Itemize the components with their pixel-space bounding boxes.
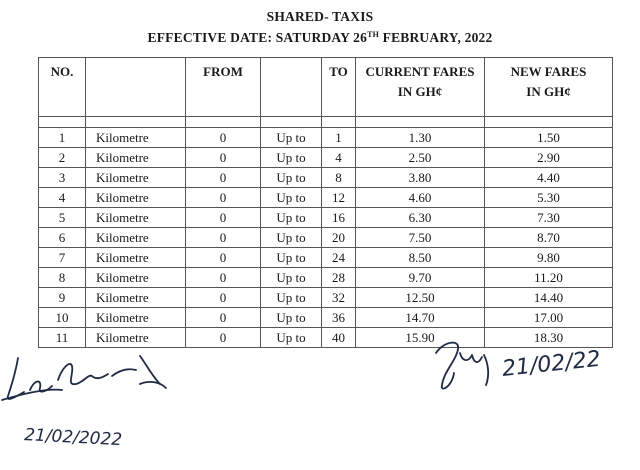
cell-to: 4 bbox=[322, 148, 356, 168]
cell-new: 11.20 bbox=[485, 268, 613, 288]
right-signature-date: 21/02/22 bbox=[500, 346, 602, 382]
fares-table bbox=[38, 57, 613, 348]
cell-to: 20 bbox=[322, 228, 356, 248]
spacer-cell bbox=[356, 117, 485, 128]
table-row bbox=[39, 188, 613, 208]
cell-current: 2.50 bbox=[356, 148, 485, 168]
cell-no: 1 bbox=[39, 128, 86, 148]
cell-to: 24 bbox=[322, 248, 356, 268]
spacer-cell bbox=[485, 117, 613, 128]
cell-unit: Kilometre bbox=[86, 188, 186, 208]
cell-new: 17.00 bbox=[485, 308, 613, 328]
cell-upto: Up to bbox=[261, 228, 322, 248]
cell-upto: Up to bbox=[261, 328, 322, 348]
cell-from: 0 bbox=[186, 148, 261, 168]
cell-upto: Up to bbox=[261, 208, 322, 228]
cell-from: 0 bbox=[186, 248, 261, 268]
header-new-line2: IN GH¢ bbox=[526, 84, 571, 99]
cell-to: 32 bbox=[322, 288, 356, 308]
header-no: NO. bbox=[39, 58, 86, 117]
cell-current: 8.50 bbox=[356, 248, 485, 268]
effective-date-prefix: EFFECTIVE DATE: SATURDAY 26 bbox=[147, 30, 368, 45]
cell-unit: Kilometre bbox=[86, 268, 186, 288]
table-row bbox=[39, 308, 613, 328]
cell-current: 9.70 bbox=[356, 268, 485, 288]
spacer-cell bbox=[186, 117, 261, 128]
cell-unit: Kilometre bbox=[86, 148, 186, 168]
table-row bbox=[39, 168, 613, 188]
cell-upto: Up to bbox=[261, 148, 322, 168]
cell-to: 16 bbox=[322, 208, 356, 228]
document-title: SHARED- TAXIS bbox=[266, 9, 374, 24]
cell-current: 15.90 bbox=[356, 328, 485, 348]
cell-new: 14.40 bbox=[485, 288, 613, 308]
cell-from: 0 bbox=[186, 168, 261, 188]
header-upto bbox=[261, 58, 322, 117]
cell-new: 2.90 bbox=[485, 148, 613, 168]
left-signature bbox=[0, 350, 190, 450]
cell-upto: Up to bbox=[261, 248, 322, 268]
cell-to: 12 bbox=[322, 188, 356, 208]
cell-from: 0 bbox=[186, 188, 261, 208]
header-to: TO bbox=[322, 58, 356, 117]
signature-stroke bbox=[436, 343, 458, 389]
cell-new: 9.80 bbox=[485, 248, 613, 268]
cell-from: 0 bbox=[186, 228, 261, 248]
spacer-cell bbox=[86, 117, 186, 128]
cell-no: 10 bbox=[39, 308, 86, 328]
cell-from: 0 bbox=[186, 288, 261, 308]
cell-new: 7.30 bbox=[485, 208, 613, 228]
effective-date-ordinal: TH bbox=[367, 30, 380, 39]
header-from: FROM bbox=[186, 58, 261, 117]
cell-unit: Kilometre bbox=[86, 208, 186, 228]
cell-from: 0 bbox=[186, 208, 261, 228]
signature-stroke bbox=[112, 369, 136, 376]
cell-current: 3.80 bbox=[356, 168, 485, 188]
signature-stroke bbox=[484, 355, 488, 385]
signature-stroke bbox=[460, 353, 482, 362]
cell-no: 4 bbox=[39, 188, 86, 208]
fare-rows bbox=[39, 128, 613, 348]
header-new-fares bbox=[485, 58, 613, 117]
header-current-line2: IN GH¢ bbox=[397, 84, 443, 99]
cell-upto: Up to bbox=[261, 188, 322, 208]
table-row bbox=[39, 248, 613, 268]
cell-to: 40 bbox=[322, 328, 356, 348]
header-row bbox=[39, 58, 613, 117]
effective-date bbox=[0, 30, 640, 46]
cell-no: 3 bbox=[39, 168, 86, 188]
cell-no: 9 bbox=[39, 288, 86, 308]
cell-upto: Up to bbox=[261, 168, 322, 188]
left-signature-date: 21/02/2022 bbox=[23, 425, 123, 450]
header-new-line1: NEW FARES bbox=[510, 64, 587, 79]
cell-new: 1.50 bbox=[485, 128, 613, 148]
spacer-cell bbox=[39, 117, 86, 128]
signature-stroke bbox=[58, 364, 108, 384]
cell-to: 8 bbox=[322, 168, 356, 188]
spacer-row bbox=[39, 117, 613, 128]
cell-current: 7.50 bbox=[356, 228, 485, 248]
signature-stroke bbox=[140, 356, 160, 384]
cell-current: 4.60 bbox=[356, 188, 485, 208]
cell-no: 11 bbox=[39, 328, 86, 348]
cell-new: 4.40 bbox=[485, 168, 613, 188]
cell-to: 36 bbox=[322, 308, 356, 328]
table-row bbox=[39, 148, 613, 168]
cell-to: 1 bbox=[322, 128, 356, 148]
cell-unit: Kilometre bbox=[86, 228, 186, 248]
cell-current: 12.50 bbox=[356, 288, 485, 308]
right-signature bbox=[430, 335, 630, 395]
cell-unit: Kilometre bbox=[86, 308, 186, 328]
cell-unit: Kilometre bbox=[86, 328, 186, 348]
header-current-fares bbox=[356, 58, 485, 117]
cell-no: 6 bbox=[39, 228, 86, 248]
cell-unit: Kilometre bbox=[86, 128, 186, 148]
cell-unit: Kilometre bbox=[86, 288, 186, 308]
cell-new: 5.30 bbox=[485, 188, 613, 208]
table-row bbox=[39, 288, 613, 308]
table-row bbox=[39, 208, 613, 228]
effective-date-suffix: FEBRUARY, 2022 bbox=[379, 30, 493, 45]
cell-from: 0 bbox=[186, 308, 261, 328]
table-row bbox=[39, 128, 613, 148]
signature-stroke bbox=[140, 382, 166, 388]
cell-unit: Kilometre bbox=[86, 248, 186, 268]
cell-current: 14.70 bbox=[356, 308, 485, 328]
cell-from: 0 bbox=[186, 328, 261, 348]
cell-to: 28 bbox=[322, 268, 356, 288]
cell-from: 0 bbox=[186, 128, 261, 148]
spacer-cell bbox=[322, 117, 356, 128]
table-row bbox=[39, 268, 613, 288]
cell-new: 18.30 bbox=[485, 328, 613, 348]
cell-current: 6.30 bbox=[356, 208, 485, 228]
cell-unit: Kilometre bbox=[86, 168, 186, 188]
cell-no: 2 bbox=[39, 148, 86, 168]
cell-no: 5 bbox=[39, 208, 86, 228]
cell-no: 8 bbox=[39, 268, 86, 288]
cell-upto: Up to bbox=[261, 268, 322, 288]
cell-upto: Up to bbox=[261, 128, 322, 148]
table-row bbox=[39, 228, 613, 248]
cell-upto: Up to bbox=[261, 288, 322, 308]
spacer-cell bbox=[261, 117, 322, 128]
cell-new: 8.70 bbox=[485, 228, 613, 248]
signature-stroke bbox=[8, 358, 24, 399]
header-current-line1: CURRENT FARES bbox=[365, 64, 475, 79]
cell-current: 1.30 bbox=[356, 128, 485, 148]
cell-from: 0 bbox=[186, 268, 261, 288]
cell-upto: Up to bbox=[261, 308, 322, 328]
cell-no: 7 bbox=[39, 248, 86, 268]
header-unit bbox=[86, 58, 186, 117]
